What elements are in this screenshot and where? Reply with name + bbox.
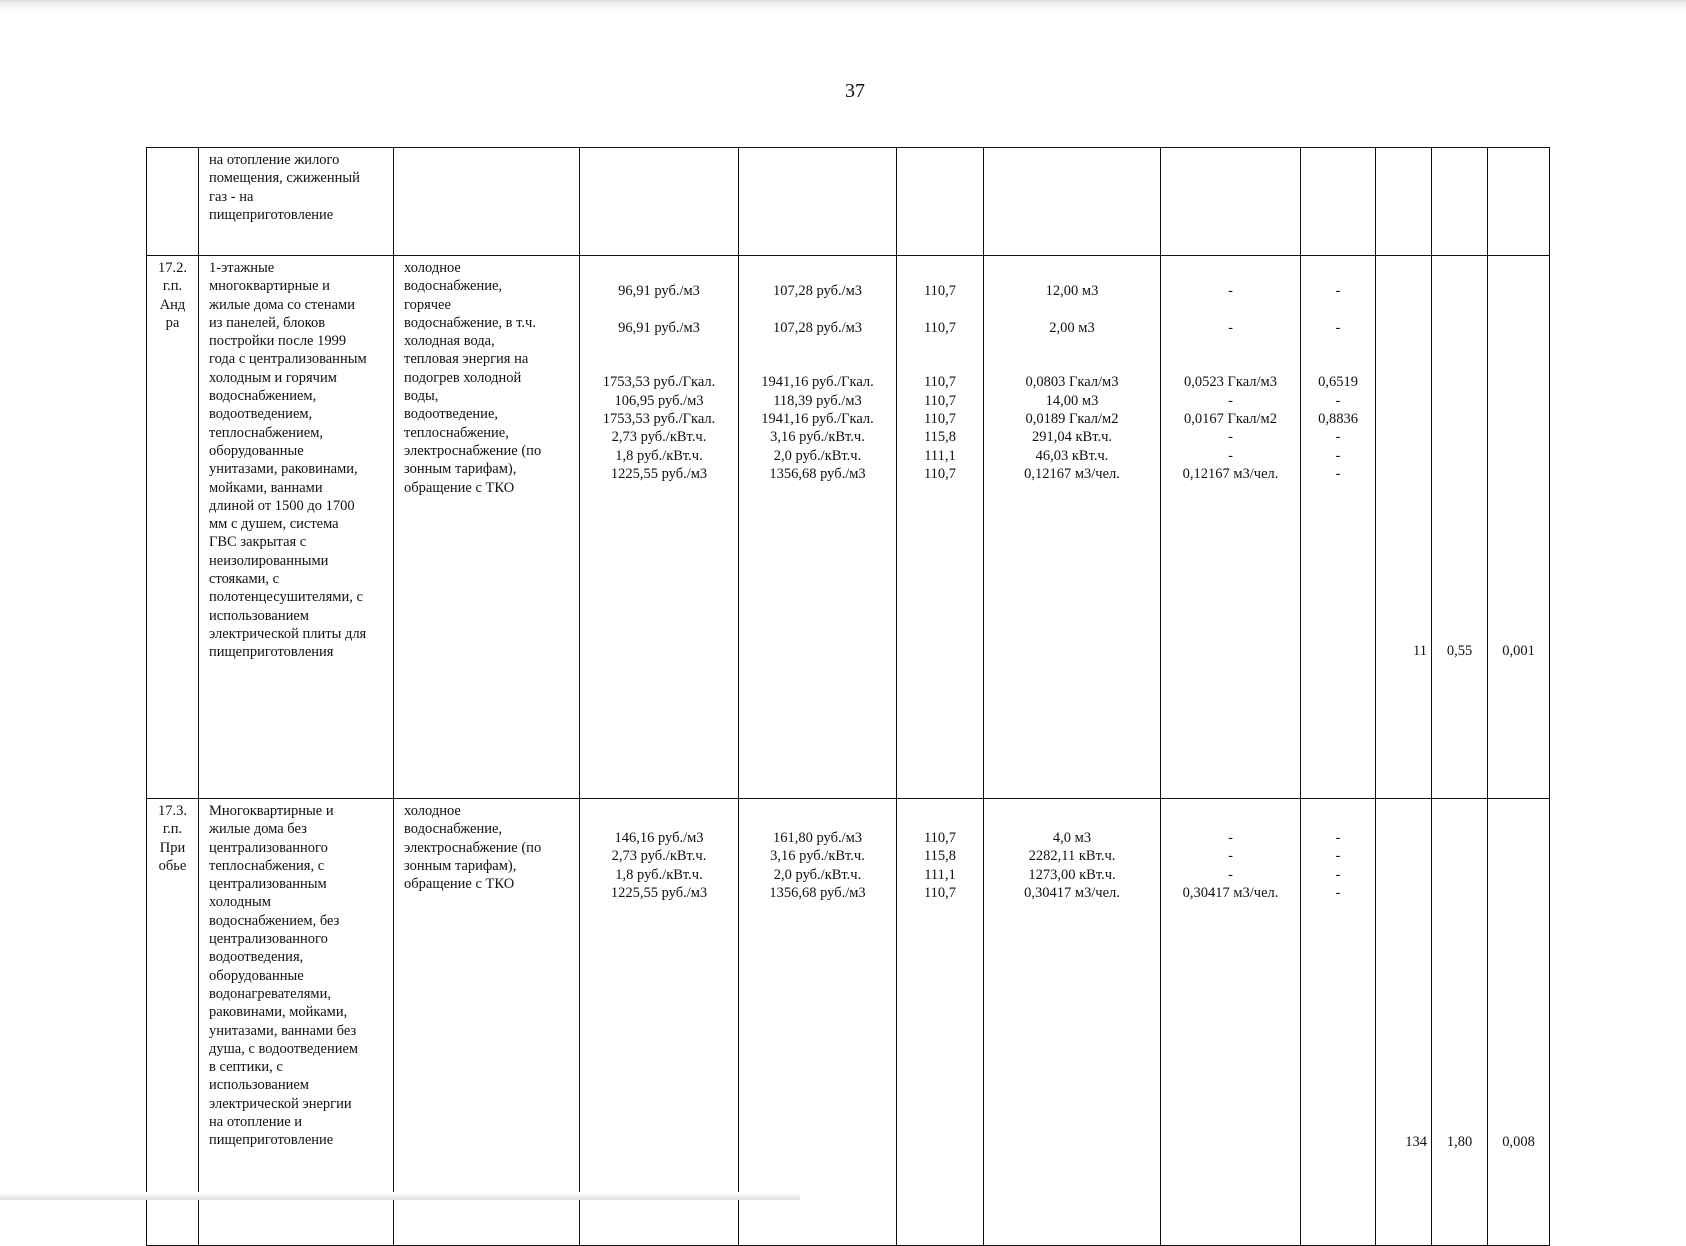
cell-people: 11 — [1376, 256, 1432, 799]
cell-tariff-new: 107,28 руб./м3 107,28 руб./м3 1941,16 руб./Гкал. 118,39 руб./м3 1941,16 руб./Гкал. 3,16 руб./кВт.ч. 2,0 руб./кВт.ч. 1356,68 руб./м3 — [739, 256, 897, 799]
cell-services: холодное водоснабжение, горячее водоснабжение, в т.ч. холодная вода, тепловая энергия на подогрев холодной воды, водоотведение, теплоснабжение, электроснабжение (по зонным тарифам), обращение с ТКО — [394, 256, 580, 799]
cell-share: 0,55 — [1432, 256, 1488, 799]
cell-index: 110,7 115,8 111,1 110,7 — [897, 799, 984, 1246]
cell-tariff-prev: 96,91 руб./м3 96,91 руб./м3 1753,53 руб./Гкал. 106,95 руб./м3 1753,53 руб./Гкал. 2,73 руб./кВт.ч. 1,8 руб./кВт.ч. 1225,55 руб./м3 — [580, 256, 739, 799]
cell-people — [1376, 148, 1432, 256]
cell-norm: - - 0,0523 Гкал/м3 - 0,0167 Гкал/м2 - - 0,12167 м3/чел. — [1161, 256, 1301, 799]
cell-services — [394, 148, 580, 256]
cell-ratio: 0,008 — [1488, 799, 1550, 1246]
cell-volume: 4,0 м3 2282,11 кВт.ч. 1273,00 кВт.ч. 0,30417 м3/чел. — [984, 799, 1161, 1246]
tariff-table — [146, 147, 1550, 1246]
cell-share: 1,80 — [1432, 799, 1488, 1246]
cell-num: 17.3. г.п. При обье — [147, 799, 199, 1246]
cell-ratio: 0,001 — [1488, 256, 1550, 799]
scan-edge-top — [0, 0, 1686, 14]
page-number: 37 — [845, 80, 865, 102]
cell-category: на отопление жилого помещения, сжиженный газ - на пищеприготовление — [199, 148, 394, 256]
cell-ratio — [1488, 148, 1550, 256]
cell-volume: 12,00 м3 2,00 м3 0,0803 Гкал/м3 14,00 м3 0,0189 Гкал/м2 291,04 кВт.ч. 46,03 кВт.ч. 0,12167 м3/чел. — [984, 256, 1161, 799]
cell-tariff-prev — [580, 148, 739, 256]
cell-index: 110,7 110,7 110,7 110,7 110,7 115,8 111,1 110,7 — [897, 256, 984, 799]
table-row — [147, 256, 1550, 799]
cell-services: холодное водоснабжение, электроснабжение (по зонным тарифам), обращение с ТКО — [394, 799, 580, 1246]
cell-share — [1432, 148, 1488, 256]
cell-tariff-new — [739, 148, 897, 256]
cell-volume — [984, 148, 1161, 256]
table-row-continuation — [147, 148, 1550, 256]
cell-index — [897, 148, 984, 256]
cell-category: 1-этажные многоквартирные и жилые дома со стенами из панелей, блоков постройки после 1999 года с централизованным холодным и горячим водоснабжением, водоотведением, теплоснабжением, оборудованные унитазами, раковинами, мойками, ваннами длиной от 1500 до 1700 мм с душем, система ГВС закрытая с неизолированными стояками, с полотенцесушителями, с использованием электрической плиты для пищеприготовления — [199, 256, 394, 799]
table-row — [147, 799, 1550, 1246]
cell-people: 134 — [1376, 799, 1432, 1246]
cell-num: 17.2. г.п. Анд ра — [147, 256, 199, 799]
cell-norm — [1161, 148, 1301, 256]
cell-category: Многоквартирные и жилые дома без централизованного теплоснабжения, с централизованным холодным водоснабжением, без централизованного водоотведения, оборудованные водонагревателями, раковинами, мойками, унитазами, ваннами без душа, с водоотведением в септики, с использованием электрической энергии на отопление и пищеприготовление — [199, 799, 394, 1246]
scan-edge-bottom — [0, 1192, 800, 1200]
cell-coef — [1301, 148, 1376, 256]
cell-tariff-prev: 146,16 руб./м3 2,73 руб./кВт.ч. 1,8 руб./кВт.ч. 1225,55 руб./м3 — [580, 799, 739, 1246]
cell-coef: - - - - — [1301, 799, 1376, 1246]
cell-tariff-new: 161,80 руб./м3 3,16 руб./кВт.ч. 2,0 руб./кВт.ч. 1356,68 руб./м3 — [739, 799, 897, 1246]
cell-coef: - - 0,6519 - 0,8836 - - - — [1301, 256, 1376, 799]
cell-num — [147, 148, 199, 256]
cell-norm: - - - 0,30417 м3/чел. — [1161, 799, 1301, 1246]
